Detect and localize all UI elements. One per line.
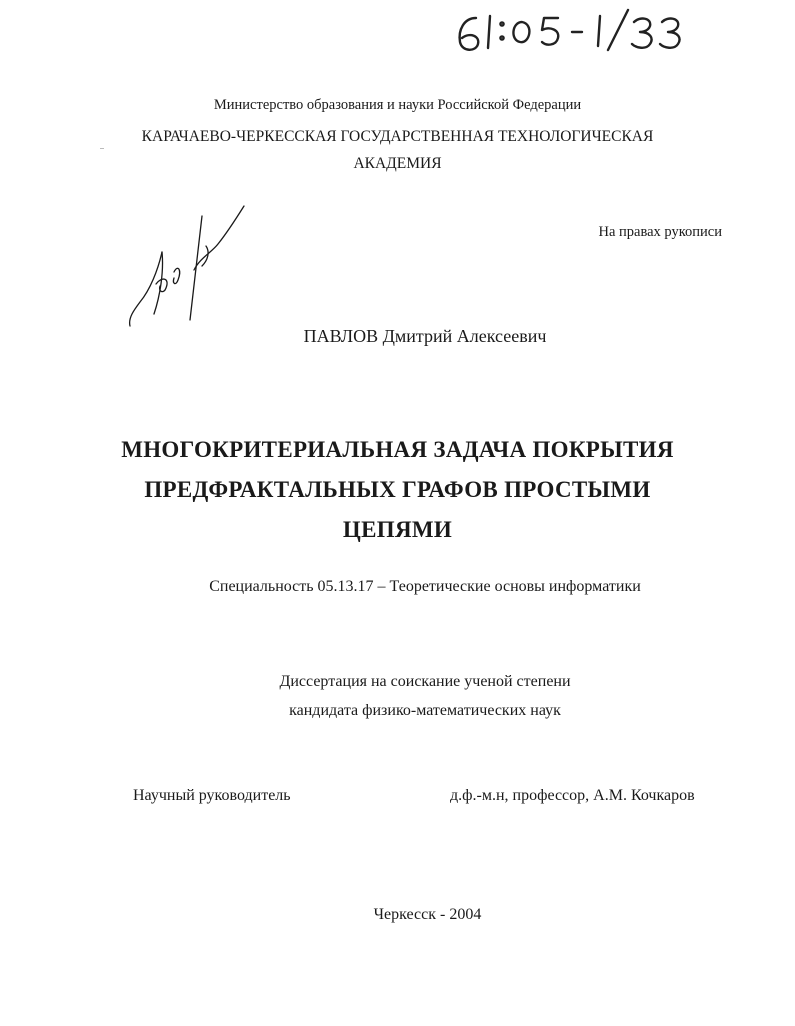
degree-line2: кандидата физико-математических наук (289, 702, 561, 719)
academy-name-line1: КАРАЧАЕВО-ЧЕРКЕССКАЯ ГОСУДАРСТВЕННАЯ ТЕХНОЛОГИЧЕСКАЯ (141, 128, 654, 145)
ministry-name: Министерство образования и науки Российской Федерации (213, 97, 582, 113)
archive-number-handwritten (440, 4, 700, 56)
academy-name-line2: АКАДЕМИЯ (353, 155, 442, 172)
scan-speck (100, 148, 104, 149)
author-name: ПАВЛОВ Дмитрий Алексеевич (303, 326, 547, 346)
degree-statement (0, 667, 795, 725)
city-year: Черкесск - 2004 (373, 906, 482, 923)
title-line3: ЦЕПЯМИ (342, 517, 453, 542)
supervisor-role: Научный руководитель (133, 787, 291, 804)
signature (120, 200, 260, 340)
title-line1: МНОГОКРИТЕРИАЛЬНАЯ ЗАДАЧА ПОКРЫТИЯ (121, 437, 674, 462)
specialty: Специальность 05.13.17 – Теоретические основы информатики (209, 578, 641, 595)
supervisor-name: д.ф.-м.н, профессор, А.М. Кочкаров (450, 787, 695, 804)
title-line2: ПРЕДФРАКТАЛЬНЫХ ГРАФОВ ПРОСТЫМИ (144, 477, 651, 502)
dissertation-title (0, 430, 795, 550)
degree-line1: Диссертация на соискание ученой степени (279, 673, 571, 690)
manuscript-note: На правах рукописи (598, 224, 722, 240)
academy-name (0, 123, 795, 177)
